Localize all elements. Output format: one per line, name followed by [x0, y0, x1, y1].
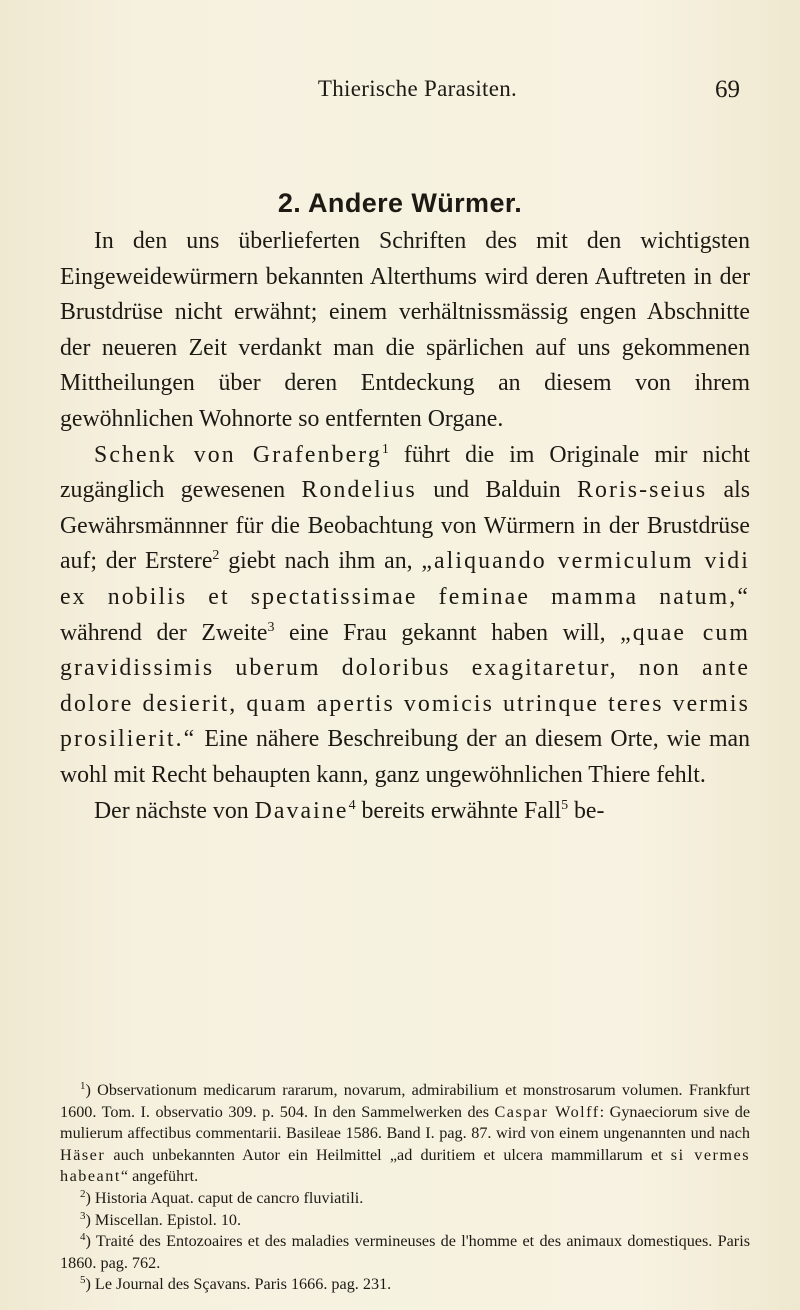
footnote-ref: 2: [212, 548, 220, 564]
paragraph-text: bereits erwähnte Fall: [355, 797, 562, 824]
footnote-text: : Gynaeciorum sive de mulierum affectibus commentarii. Basileae 1586. Band I. pag. 87. wird von einem ungenannten und nach: [60, 1102, 751, 1143]
footnote-ref: 1: [381, 441, 389, 457]
body-text: [60, 224, 750, 829]
paragraph-text: führt die im Originale mir nicht zugänglich gewesenen: [60, 441, 750, 504]
footnote-5: [60, 1274, 750, 1296]
page-number: 69: [715, 76, 740, 103]
paragraph-2: [60, 438, 750, 794]
footnote-text: ) Observationum medicarum rararum, novarum, admirabilium et monstrosarum volumen. Frankfurt 1600. Tom. I. observatio 309. p. 504. In den Sammelwerken des: [60, 1081, 750, 1121]
footnote-3: [60, 1210, 750, 1232]
paragraph-text: eine Frau gekannt haben will,: [274, 619, 621, 646]
paragraph-text: giebt nach ihm an,: [219, 548, 422, 575]
footnote-ref: 4: [348, 797, 356, 813]
footnote-number: 4: [80, 1231, 86, 1244]
paragraph-text: Eine nähere Beschreibung der an diesem Orte, wie man wohl mit Recht behaupten kann, ganz ungewöhnlichen Thiere fehlt.: [60, 726, 750, 788]
footnote-2: [60, 1188, 750, 1210]
footnote-1: [60, 1080, 750, 1188]
footnote-text: ) Historia Aquat. caput de cancro fluviatili.: [85, 1188, 364, 1207]
footnote-text: ) Le Journal des Sçavans. Paris 1666. pag. 231.: [85, 1275, 392, 1294]
footnote-number: 1: [80, 1080, 86, 1092]
running-head: [95, 76, 740, 110]
latin-quote: „aliquando vermiculum vidi ex nobilis et spectatissimae feminae mamma natum,“: [60, 548, 750, 610]
running-title: Thierische Parasiten.: [317, 76, 518, 101]
author-name: Caspar Wolff: [494, 1102, 600, 1121]
paragraph-text: als Gewährsmännner für die Beobachtung von Würmern in der Brustdrüse auf; der Erstere: [60, 477, 750, 575]
footnote-text: ) Miscellan. Epistol. 10.: [85, 1210, 242, 1229]
paragraph-text: während der Zweite: [60, 619, 268, 646]
footnote-ref: 5: [561, 797, 569, 813]
latin-quote: si vermes habeant: [60, 1145, 750, 1186]
paragraph-text: und Balduin: [416, 477, 578, 504]
author-name: Schenk von Grafenberg: [94, 441, 382, 468]
footnote-text: “ angeführt.: [120, 1167, 199, 1186]
author-name: Rondelius: [301, 477, 417, 504]
footnote-text: ) Traité des Entozoaires et des maladies vermineuses de l'homme et des animaux domestiques. Paris 1860. pag. 762.: [60, 1232, 750, 1272]
footnote-number: 2: [80, 1187, 86, 1200]
author-name: Roris-seius: [577, 477, 708, 504]
paragraph-1: In den uns überlieferten Schriften des mit den wichtigsten Eingeweidewürmern bekannten Alterthums wird deren Auftreten in der Brustdrüse nicht erwähnt; einem verhältnissmässig engen Abschnitte der neueren Zeit verdankt man die spärlichen auf uns gekommenen Mittheilungen über deren Entdeckung an diesem von ihrem gewöhnlichen Wohnorte so entfernten Organe.: [60, 228, 750, 432]
footnote-ref: 3: [267, 619, 275, 635]
section-heading: 2. Andere Würmer.: [277, 188, 523, 218]
footnote-text: auch unbekannten Autor ein Heilmittel „ad duritiem et ulcera mammillarum et: [105, 1145, 671, 1164]
paragraph-3: [60, 794, 750, 830]
author-name: Häser: [60, 1145, 106, 1164]
latin-quote: „quae cum gravidissimis uberum doloribus exagitaretur, non ante dolore desierit, quam apertis vomicis utrinque teres vermis prosilierit.“: [60, 619, 750, 753]
footnote-number: 3: [80, 1209, 86, 1222]
paragraph-text: be-: [568, 797, 605, 824]
footnotes: [60, 1080, 750, 1296]
footnote-number: 5: [80, 1274, 86, 1287]
author-name: Davaine: [254, 797, 349, 824]
paragraph-text: Der nächste von: [94, 797, 255, 824]
footnote-4: [60, 1231, 750, 1274]
